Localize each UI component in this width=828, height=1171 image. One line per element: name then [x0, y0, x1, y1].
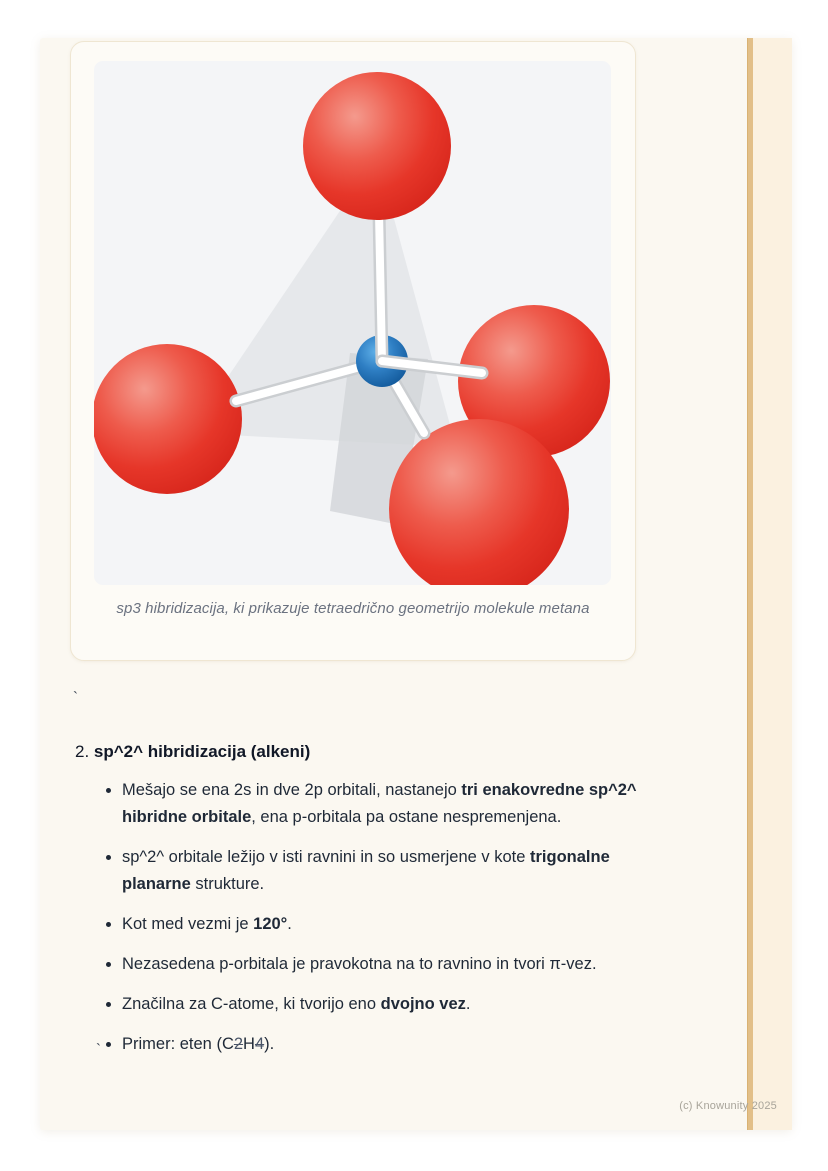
bullet-item — [122, 911, 640, 938]
bullet-text-segment: 2 — [233, 1035, 244, 1053]
bullet-item — [122, 991, 640, 1018]
bullet-item — [122, 951, 640, 978]
bullet-text-segment: H — [243, 1035, 255, 1053]
bullet-text-segment: 120° — [253, 915, 288, 933]
hydrogen-atom-top — [303, 72, 451, 220]
figure-card — [70, 41, 636, 661]
bullet-text-segment: ). — [264, 1035, 275, 1053]
bullet-text-segment: 4 — [254, 1035, 265, 1053]
accent-stripe — [747, 38, 753, 1130]
bullet-item — [122, 777, 640, 831]
section-heading-title: sp^2^ hibridizacija (alkeni) — [93, 742, 311, 761]
bond-top — [379, 213, 382, 361]
footer-copyright: (c) Knowunity 2025 — [679, 1100, 777, 1112]
bullet-item — [122, 1031, 640, 1058]
bullet-text-segment: sp^2^ orbitale ležijo v isti ravnini in so usmerjene v kote — [122, 848, 530, 866]
content-page — [40, 38, 792, 1130]
peach-margin-band — [752, 38, 792, 1130]
bullet-text-segment: Nezasedena p-orbitala je pravokotna na to ravnino in tvori π-vez. — [122, 955, 597, 973]
bullet-text-segment: tri enakovredne sp^2^ hibridne orbitale — [122, 781, 637, 826]
stray-backtick-top: ` — [73, 689, 78, 706]
bullet-text-segment: Mešajo se ena 2s in dve 2p orbitali, nastanejo — [122, 781, 462, 799]
stray-backtick-bottom: ` — [96, 1041, 101, 1058]
section-sp2 — [75, 740, 640, 1071]
bullet-text-segment: dvojno vez — [380, 995, 466, 1013]
molecule-svg — [94, 61, 611, 585]
hydrogen-atom-left — [94, 344, 242, 494]
figure-caption: sp3 hibridizacija, ki prikazuje tetraedrično geometrijo molekule metana — [116, 600, 590, 617]
bullet-text-segment: . — [465, 995, 471, 1013]
bullet-text-segment: Primer: eten (C — [122, 1035, 234, 1053]
bullet-item — [122, 844, 640, 898]
bullet-text-segment: Značilna za C-atome, ki tvorijo eno — [122, 995, 381, 1013]
bullet-text-segment: strukture. — [190, 875, 265, 893]
section-heading — [75, 740, 640, 764]
bullet-text-segment: . — [287, 915, 292, 933]
bullet-text-segment: Kot med vezmi je — [122, 915, 254, 933]
figure-image — [94, 61, 611, 585]
bullet-list — [75, 777, 640, 1058]
bullet-text-segment: trigonalne planarne — [122, 848, 610, 893]
bullet-text-segment: , ena p-orbitala pa ostane nespremenjena. — [251, 808, 562, 826]
section-heading-number: 2. — [75, 742, 94, 761]
